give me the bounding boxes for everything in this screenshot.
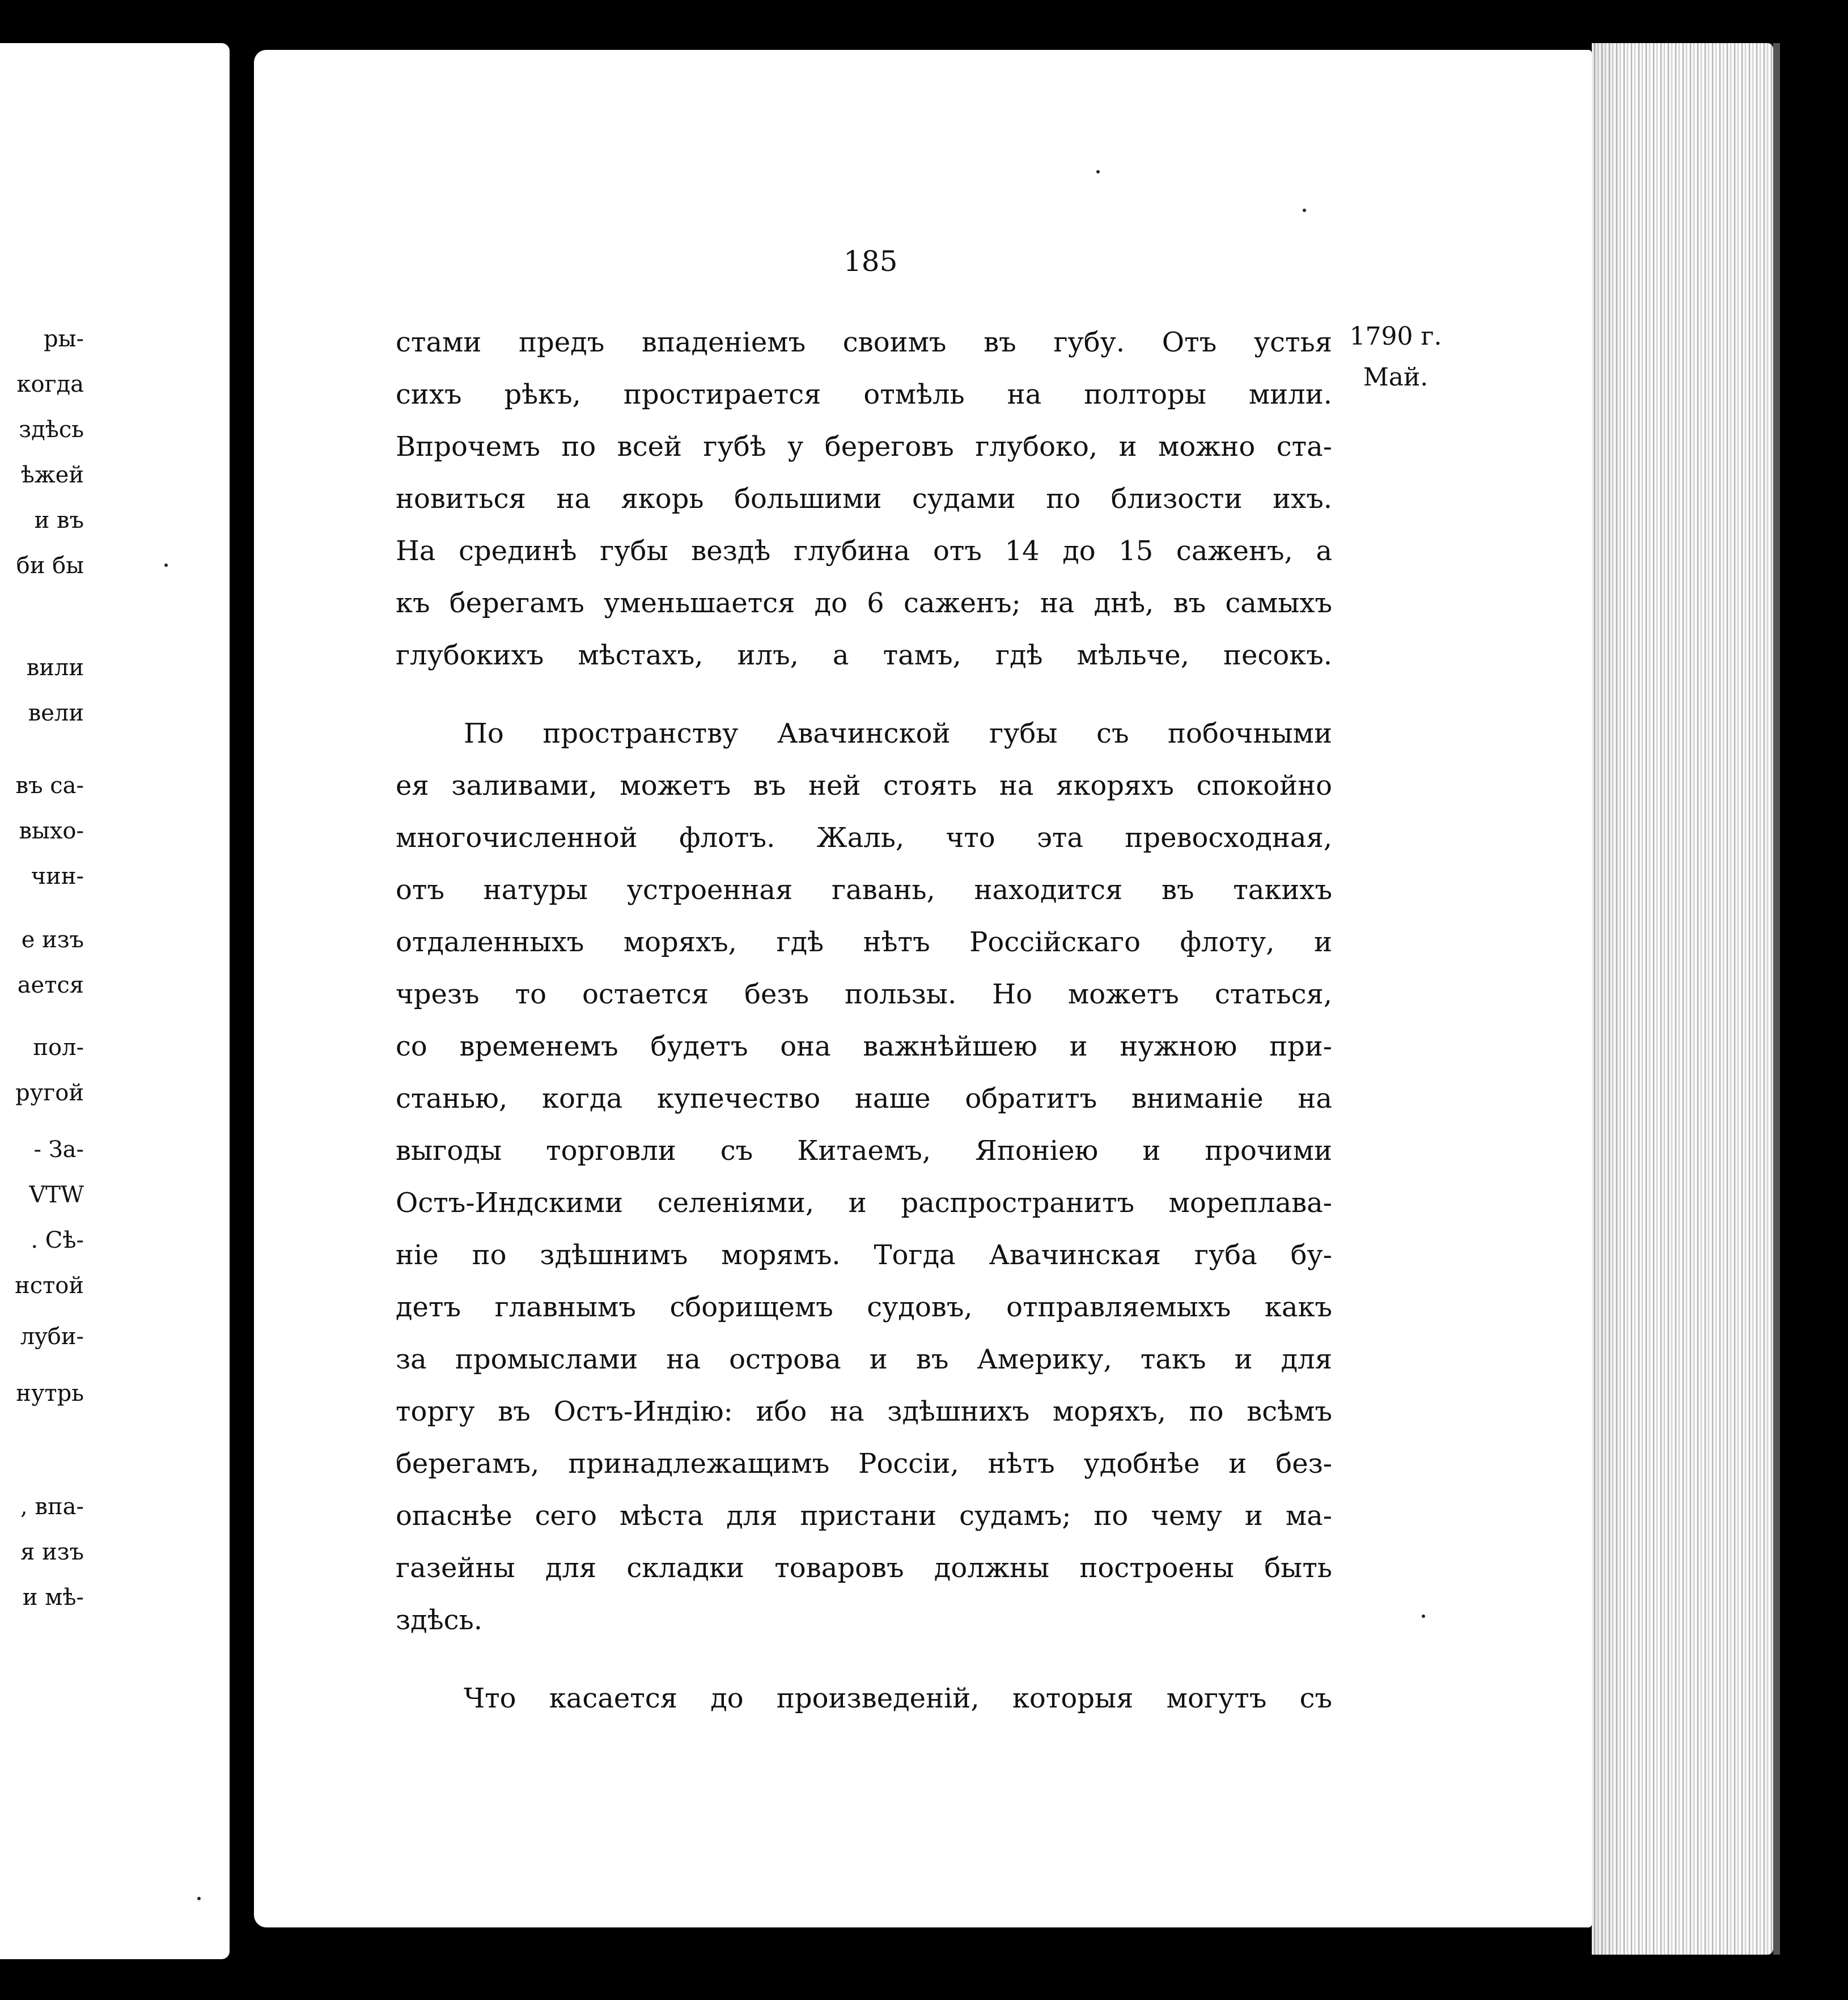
text-line: за промыслами на острова и въ Америку, такъ и для bbox=[396, 1344, 1332, 1375]
current-page bbox=[254, 50, 1592, 1927]
text-line: вели bbox=[28, 700, 84, 726]
paragraph bbox=[396, 316, 1332, 681]
previous-page bbox=[0, 43, 230, 1959]
page-number: 185 bbox=[844, 245, 898, 278]
text-line: ея заливами, можетъ въ ней стоять на якоряхъ спокойно bbox=[396, 770, 1332, 802]
text-line: е изъ bbox=[21, 927, 84, 953]
text-line: Впрочемъ по всей губѣ у береговъ глубоко, и можно ста- bbox=[396, 431, 1332, 463]
text-line: чрезъ то остается безъ пользы. Но можетъ статься, bbox=[396, 978, 1332, 1010]
text-line: ры- bbox=[44, 326, 84, 352]
text-line: многочисленной флотъ. Жаль, что эта превосходная, bbox=[396, 822, 1332, 854]
margin-note-month: Май. bbox=[1363, 363, 1429, 392]
text-line: отъ натуры устроенная гавань, находится въ такихъ bbox=[396, 874, 1332, 906]
ink-speck bbox=[1096, 170, 1100, 173]
text-line: берегамъ, принадлежащимъ Россіи, нѣтъ удобнѣе и без- bbox=[396, 1448, 1332, 1480]
text-line: По пространству Авачинской губы съ побочными bbox=[464, 718, 1332, 749]
margin-note-year: 1790 г. bbox=[1349, 322, 1442, 351]
text-line: , впа- bbox=[20, 1494, 84, 1520]
page-body bbox=[396, 316, 1332, 1724]
edge-shadow bbox=[1592, 43, 1626, 1955]
edge-rim bbox=[1773, 43, 1780, 1955]
text-line: къ берегамъ уменьшается до 6 саженъ; на днѣ, въ самыхъ bbox=[396, 587, 1332, 619]
text-line: Что касается до произведеній, которыя могутъ съ bbox=[464, 1683, 1332, 1714]
text-line: ѣжей bbox=[20, 462, 84, 488]
text-line: детъ главнымъ сборищемъ судовъ, отправляемыхъ какъ bbox=[396, 1291, 1332, 1323]
text-line: со временемъ будетъ она важнѣйшею и нужною при- bbox=[396, 1031, 1332, 1062]
text-line: нстой bbox=[15, 1273, 84, 1299]
text-line: ается bbox=[17, 972, 84, 998]
text-line: вили bbox=[26, 655, 84, 681]
text-line: здѣсь bbox=[19, 417, 84, 443]
text-line: въ са- bbox=[15, 773, 84, 799]
margin-note bbox=[1348, 316, 1443, 398]
ink-speck bbox=[164, 563, 168, 567]
text-line: станью, когда купечество наше обратитъ вниманіе на bbox=[396, 1083, 1332, 1115]
text-line: ругой bbox=[15, 1080, 84, 1106]
text-line: выгоды торговли съ Китаемъ, Японіею и прочими bbox=[396, 1135, 1332, 1167]
text-line: и мѣ- bbox=[22, 1584, 84, 1611]
book-gutter bbox=[230, 43, 253, 1959]
text-line: глубокихъ мѣстахъ, илъ, а тамъ, гдѣ мѣльче, песокъ. bbox=[396, 639, 1332, 671]
text-line: би бы bbox=[16, 553, 84, 579]
text-line: лyби- bbox=[20, 1324, 84, 1350]
text-line: ніе по здѣшнимъ морямъ. Тогда Авачинская губа бу- bbox=[396, 1239, 1332, 1271]
text-line: нутрь bbox=[16, 1380, 84, 1406]
text-line: сихъ рѣкъ, простирается отмѣль на полторы мили. bbox=[396, 379, 1332, 410]
text-line: чин- bbox=[31, 863, 84, 889]
text-line: я изъ bbox=[20, 1539, 84, 1565]
text-line: здѣсь. bbox=[396, 1604, 482, 1636]
ink-speck bbox=[1422, 1615, 1425, 1618]
text-line: . Сѣ- bbox=[31, 1227, 84, 1253]
previous-page-text bbox=[0, 43, 84, 1959]
text-line: На срединѣ губы вездѣ глубина отъ 14 до 15 саженъ, а bbox=[396, 535, 1332, 567]
text-line: новиться на якорь большими судами по близости ихъ. bbox=[396, 483, 1332, 515]
ink-speck bbox=[197, 1897, 201, 1900]
text-line: VTW bbox=[29, 1182, 84, 1208]
text-line: опаснѣе сего мѣста для пристани судамъ; по чему и ма- bbox=[396, 1500, 1332, 1532]
text-line: газейны для складки товаровъ должны построены быть bbox=[396, 1552, 1332, 1584]
text-line: отдаленныхъ моряхъ, гдѣ нѣтъ Россійскаго флоту, и bbox=[396, 926, 1332, 958]
paragraph bbox=[396, 707, 1332, 1646]
text-line: торгу въ Остъ-Индію: ибо на здѣшнихъ моряхъ, по всѣмъ bbox=[396, 1396, 1332, 1427]
text-line: выхо- bbox=[19, 818, 84, 844]
text-line: и въ bbox=[34, 507, 84, 533]
paragraph bbox=[396, 1672, 1332, 1724]
text-line: стами предъ впаденіемъ своимъ въ губу. Отъ устья bbox=[396, 327, 1332, 358]
text-line: Остъ-Индскими селеніями, и распространитъ мореплава- bbox=[396, 1187, 1332, 1219]
text-line: когда bbox=[16, 371, 84, 397]
text-line: - За- bbox=[33, 1137, 84, 1163]
ink-speck bbox=[1303, 209, 1306, 212]
text-line: пол- bbox=[33, 1035, 84, 1061]
